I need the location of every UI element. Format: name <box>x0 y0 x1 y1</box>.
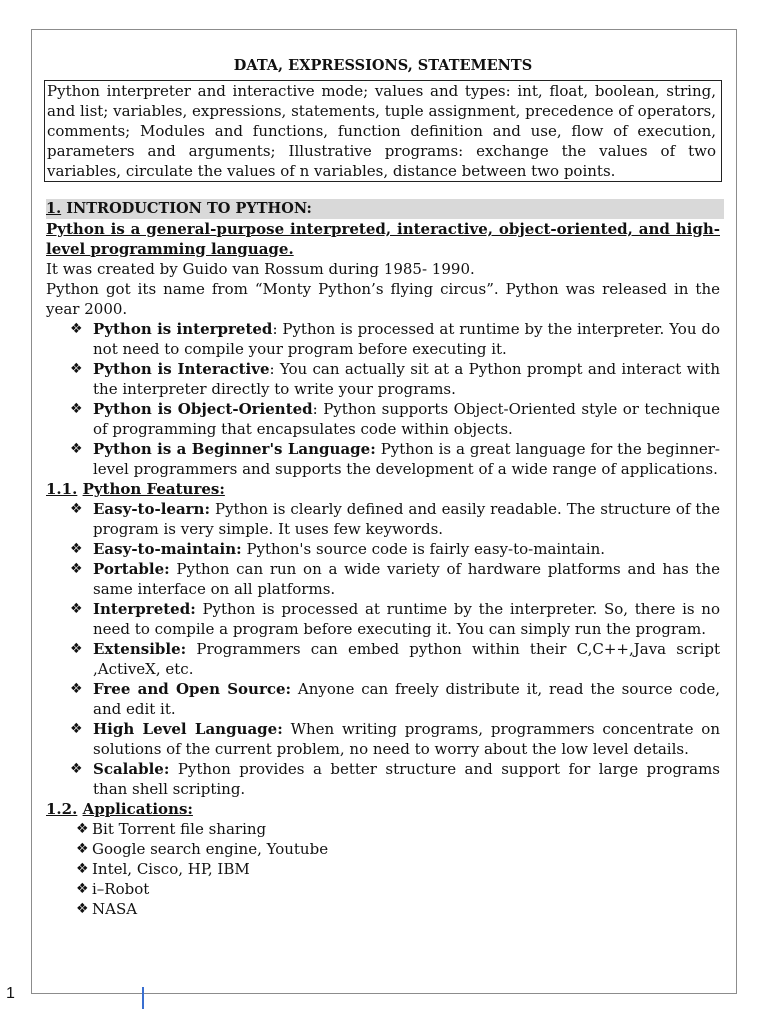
diamond-bullet-icon: ❖ <box>70 761 83 777</box>
text-cursor <box>142 987 144 1009</box>
application-text: NASA <box>92 900 138 918</box>
section-1-number: 1. <box>46 200 62 217</box>
application-text: Google search engine, Youtube <box>92 840 329 858</box>
bullet-term: High Level Language: <box>93 720 283 738</box>
bullet-text: : Python supports Object-Oriented style or technique of programming that encapsulates code within objects. <box>93 400 720 438</box>
list-item <box>46 599 720 639</box>
list-item <box>46 539 720 559</box>
bullet-text: When writing programs, programmers concentrate on solutions of the current problem, no need to worry about the low level details. <box>93 720 720 758</box>
list-item <box>46 859 720 879</box>
application-text: Intel, Cisco, HP, IBM <box>92 860 250 878</box>
section-1-heading <box>46 199 724 219</box>
bullet-text: : Python is processed at runtime by the interpreter. You do not need to compile your program before executing it. <box>93 320 721 358</box>
bullet-text: Programmers can embed python within their C,C++,Java script ,ActiveX, etc. <box>93 640 720 678</box>
bullet-text: Python is clearly defined and easily readable. The structure of the program is very simple. It uses few keywords. <box>93 500 720 538</box>
bullet-text: Python provides a better structure and support for large programs than shell scripting. <box>93 760 720 798</box>
diamond-bullet-icon: ❖ <box>70 561 83 577</box>
diamond-bullet-icon: ❖ <box>70 721 83 737</box>
section-1-title: INTRODUCTION TO PYTHON: <box>66 200 312 217</box>
bullet-text: Python can run on a wide variety of hardware platforms and has the same interface on all platforms. <box>93 560 720 598</box>
list-item <box>46 759 720 799</box>
bullet-text: Python is processed at runtime by the interpreter. So, there is no need to compile a program before executing it. You can simply run the program. <box>93 600 720 638</box>
bullet-term: Portable: <box>93 560 170 578</box>
document-title: DATA, EXPRESSIONS, STATEMENTS <box>233 57 533 74</box>
diamond-bullet-icon: ❖ <box>76 841 89 857</box>
bullet-term: Python is Object-Oriented <box>93 400 313 418</box>
applications-heading <box>46 799 720 819</box>
diamond-bullet-icon: ❖ <box>76 881 89 897</box>
syllabus-box: Python interpreter and interactive mode; values and types: int, float, boolean, string, and list; variables, expressions, statements, tuple assignment, precedence of operators, comments; Modules and functions, function definition and use, flow of execution, parameters and arguments; Illustrative programs: exchange the values of two variables, circulate the values of n variables, distance between two points. <box>44 80 722 182</box>
features-list <box>46 499 720 799</box>
list-item <box>46 839 720 859</box>
list-item <box>46 439 720 479</box>
diamond-bullet-icon: ❖ <box>70 541 83 557</box>
list-item <box>46 879 720 899</box>
list-item <box>46 319 720 359</box>
bullet-text: Anyone can freely distribute it, read the source code, and edit it. <box>93 680 720 718</box>
python-definition: Python is a general-purpose interpreted, interactive, object-oriented, and high-level programming language. <box>46 220 720 258</box>
diamond-bullet-icon: ❖ <box>76 821 89 837</box>
name-origin-paragraph: Python got its name from “Monty Python’s flying circus”. Python was released in the year 2000. <box>46 280 720 318</box>
diamond-bullet-icon: ❖ <box>70 361 83 377</box>
page-number: 1 <box>6 985 15 1002</box>
diamond-bullet-icon: ❖ <box>70 401 83 417</box>
list-item <box>46 359 720 399</box>
diamond-bullet-icon: ❖ <box>70 501 83 517</box>
application-text: Bit Torrent file sharing <box>92 820 267 838</box>
bullet-term: Easy-to-learn: <box>93 500 211 518</box>
diamond-bullet-icon: ❖ <box>76 901 89 917</box>
applications-list <box>46 819 720 919</box>
features-title: Python Features: <box>82 480 225 498</box>
list-item <box>46 499 720 539</box>
bullet-term: Python is Interactive <box>93 360 270 378</box>
list-item <box>46 819 720 839</box>
bullet-text: : You can actually sit at a Python prompt and interact with the interpreter directly to write your programs. <box>93 360 720 398</box>
list-item <box>46 399 720 439</box>
list-item <box>46 719 720 759</box>
diamond-bullet-icon: ❖ <box>70 641 83 657</box>
document-content <box>46 56 720 919</box>
bullet-term: Free and Open Source: <box>93 680 292 698</box>
list-item <box>46 639 720 679</box>
bullet-term: Interpreted: <box>93 600 196 618</box>
list-item <box>46 899 720 919</box>
bullet-term: Extensible: <box>93 640 187 658</box>
list-item <box>46 679 720 719</box>
bullet-term: Python is interpreted <box>93 320 273 338</box>
intro-bullet-list <box>46 319 720 479</box>
application-text: i–Robot <box>92 880 150 898</box>
bullet-term: Python is a Beginner's Language: <box>93 440 376 458</box>
features-number: 1.1. <box>46 480 78 498</box>
applications-title: Applications: <box>82 800 193 818</box>
bullet-term: Easy-to-maintain: <box>93 540 242 558</box>
diamond-bullet-icon: ❖ <box>70 321 83 337</box>
creator-paragraph: It was created by Guido van Rossum during 1985- 1990. <box>46 260 475 278</box>
diamond-bullet-icon: ❖ <box>70 441 83 457</box>
features-heading <box>46 479 720 499</box>
diamond-bullet-icon: ❖ <box>70 681 83 697</box>
diamond-bullet-icon: ❖ <box>70 601 83 617</box>
diamond-bullet-icon: ❖ <box>76 861 89 877</box>
applications-number: 1.2. <box>46 800 78 818</box>
bullet-text: Python is a great language for the beginner-level programmers and supports the development of a wide range of applications. <box>93 440 720 478</box>
bullet-term: Scalable: <box>93 760 170 778</box>
bullet-text: Python's source code is fairly easy-to-maintain. <box>241 540 606 558</box>
list-item <box>46 559 720 599</box>
